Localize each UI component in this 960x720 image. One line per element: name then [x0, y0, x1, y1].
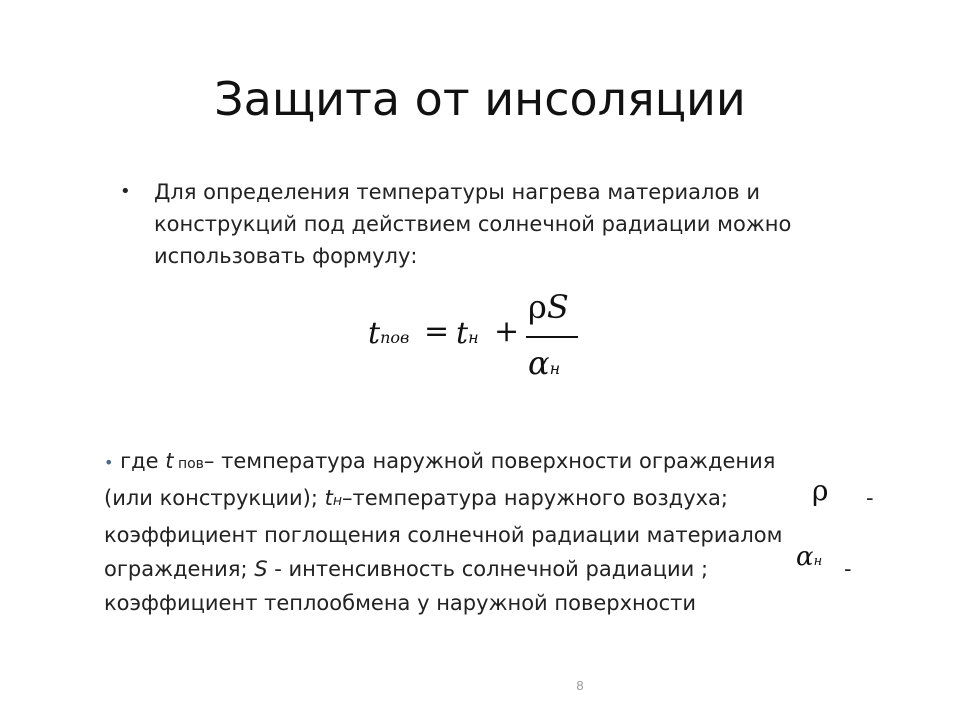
intro-text: Для определения температуры нагрева материалов и конструкций под действием солнечной радиации можно использовать формулу:	[154, 180, 792, 268]
def-line-5: коэффициент теплообмена у наружной поверхности	[104, 591, 697, 615]
def-tn-sub: н	[332, 493, 342, 509]
def-tn-symbol: t	[324, 486, 333, 510]
formula-t-surface: tпов	[368, 316, 410, 351]
definitions-block	[104, 444, 874, 620]
def-dash-1: -	[866, 486, 874, 510]
def-bullet-marker: •	[104, 453, 114, 472]
formula-s: S	[546, 288, 569, 326]
def-line-3: коэффициент поглощения солнечной радиации материалом	[104, 523, 783, 547]
formula-t-outdoor-sub: н	[468, 328, 479, 347]
def-t-sub: пов	[173, 456, 204, 472]
formula-denominator-sub: н	[549, 359, 561, 378]
slide-title: Защита от инсоляции	[214, 72, 746, 126]
formula-denominator: αн	[528, 344, 561, 382]
formula-rho: ρ	[528, 288, 547, 326]
def-s-symbol: S	[254, 557, 268, 581]
def-line-1: • где t пов– температура наружной поверхности ограждения	[104, 449, 776, 473]
def-dash-2: -	[844, 557, 852, 581]
def-line-4: ограждения; S - интенсивность солнечной радиации ; -	[104, 552, 864, 586]
alpha-symbol: αн	[796, 542, 823, 572]
intro-bullet	[120, 176, 844, 272]
def-line-2: (или конструкции); tн–температура наружного воздуха; -	[104, 481, 864, 518]
bullet-marker: •	[120, 181, 131, 202]
formula-plus: +	[494, 314, 520, 349]
formula-t-surface-sub: пов	[380, 328, 410, 347]
formula-t-outdoor: tн	[456, 316, 479, 351]
formula-numerator	[528, 288, 569, 326]
formula-equals: =	[424, 314, 450, 349]
alpha-symbol-sub: н	[813, 554, 823, 569]
formula-fraction-bar	[526, 336, 578, 338]
def-t-symbol: t	[165, 449, 174, 473]
rho-symbol: ρ	[812, 474, 829, 507]
page-number: 8	[576, 678, 584, 693]
formula	[368, 288, 588, 398]
